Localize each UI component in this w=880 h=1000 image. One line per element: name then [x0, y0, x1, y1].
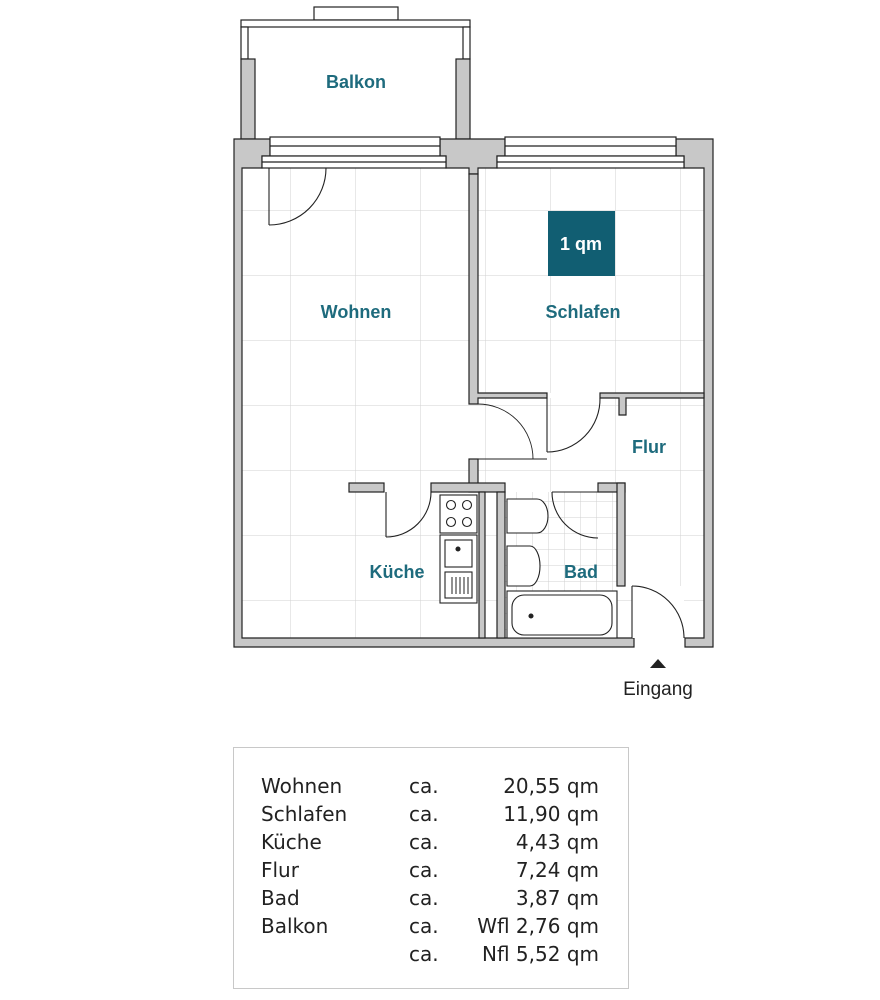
entrance-arrow-icon — [650, 659, 666, 668]
entrance-label: Eingang — [623, 679, 693, 700]
area-list — [261, 772, 599, 968]
area-value: Wfl 2,76 qm — [477, 914, 599, 938]
area-approx: ca. — [409, 858, 439, 882]
area-row — [261, 912, 599, 940]
kitchen-fixtures — [440, 495, 477, 603]
area-room-name: Küche — [261, 830, 322, 854]
area-approx: ca. — [409, 914, 439, 938]
scale-marker-label: 1 qm — [559, 234, 603, 254]
area-room-name: Flur — [261, 858, 299, 882]
area-room-name: Wohnen — [261, 774, 343, 798]
area-room-name: Bad — [261, 886, 300, 910]
area-approx: ca. — [409, 774, 439, 798]
area-room-name: Schlafen — [261, 802, 348, 826]
room-label-kueche: Küche — [369, 562, 425, 582]
area-approx: ca. — [409, 886, 439, 910]
area-row — [261, 940, 599, 968]
area-value: 7,24 qm — [515, 858, 599, 882]
area-row — [261, 856, 599, 884]
room-label-balkon: Balkon — [325, 72, 387, 92]
area-approx: ca. — [409, 942, 439, 966]
area-row — [261, 800, 599, 828]
area-approx: ca. — [409, 802, 439, 826]
area-table — [233, 747, 629, 989]
room-label-wohnen: Wohnen — [320, 302, 392, 322]
area-value: Nfl 5,52 qm — [482, 942, 599, 966]
area-value: 4,43 qm — [515, 830, 599, 854]
room-label-schlafen: Schlafen — [545, 302, 621, 322]
area-room-name — [261, 940, 409, 968]
area-row — [261, 772, 599, 800]
area-room-name: Balkon — [261, 914, 329, 938]
room-label-bad: Bad — [563, 562, 599, 582]
area-row — [261, 828, 599, 856]
area-approx: ca. — [409, 830, 439, 854]
room-label-flur: Flur — [632, 437, 666, 457]
area-value: 11,90 qm — [503, 802, 599, 826]
area-value: 20,55 qm — [503, 774, 599, 798]
area-row — [261, 884, 599, 912]
area-value: 3,87 qm — [515, 886, 599, 910]
